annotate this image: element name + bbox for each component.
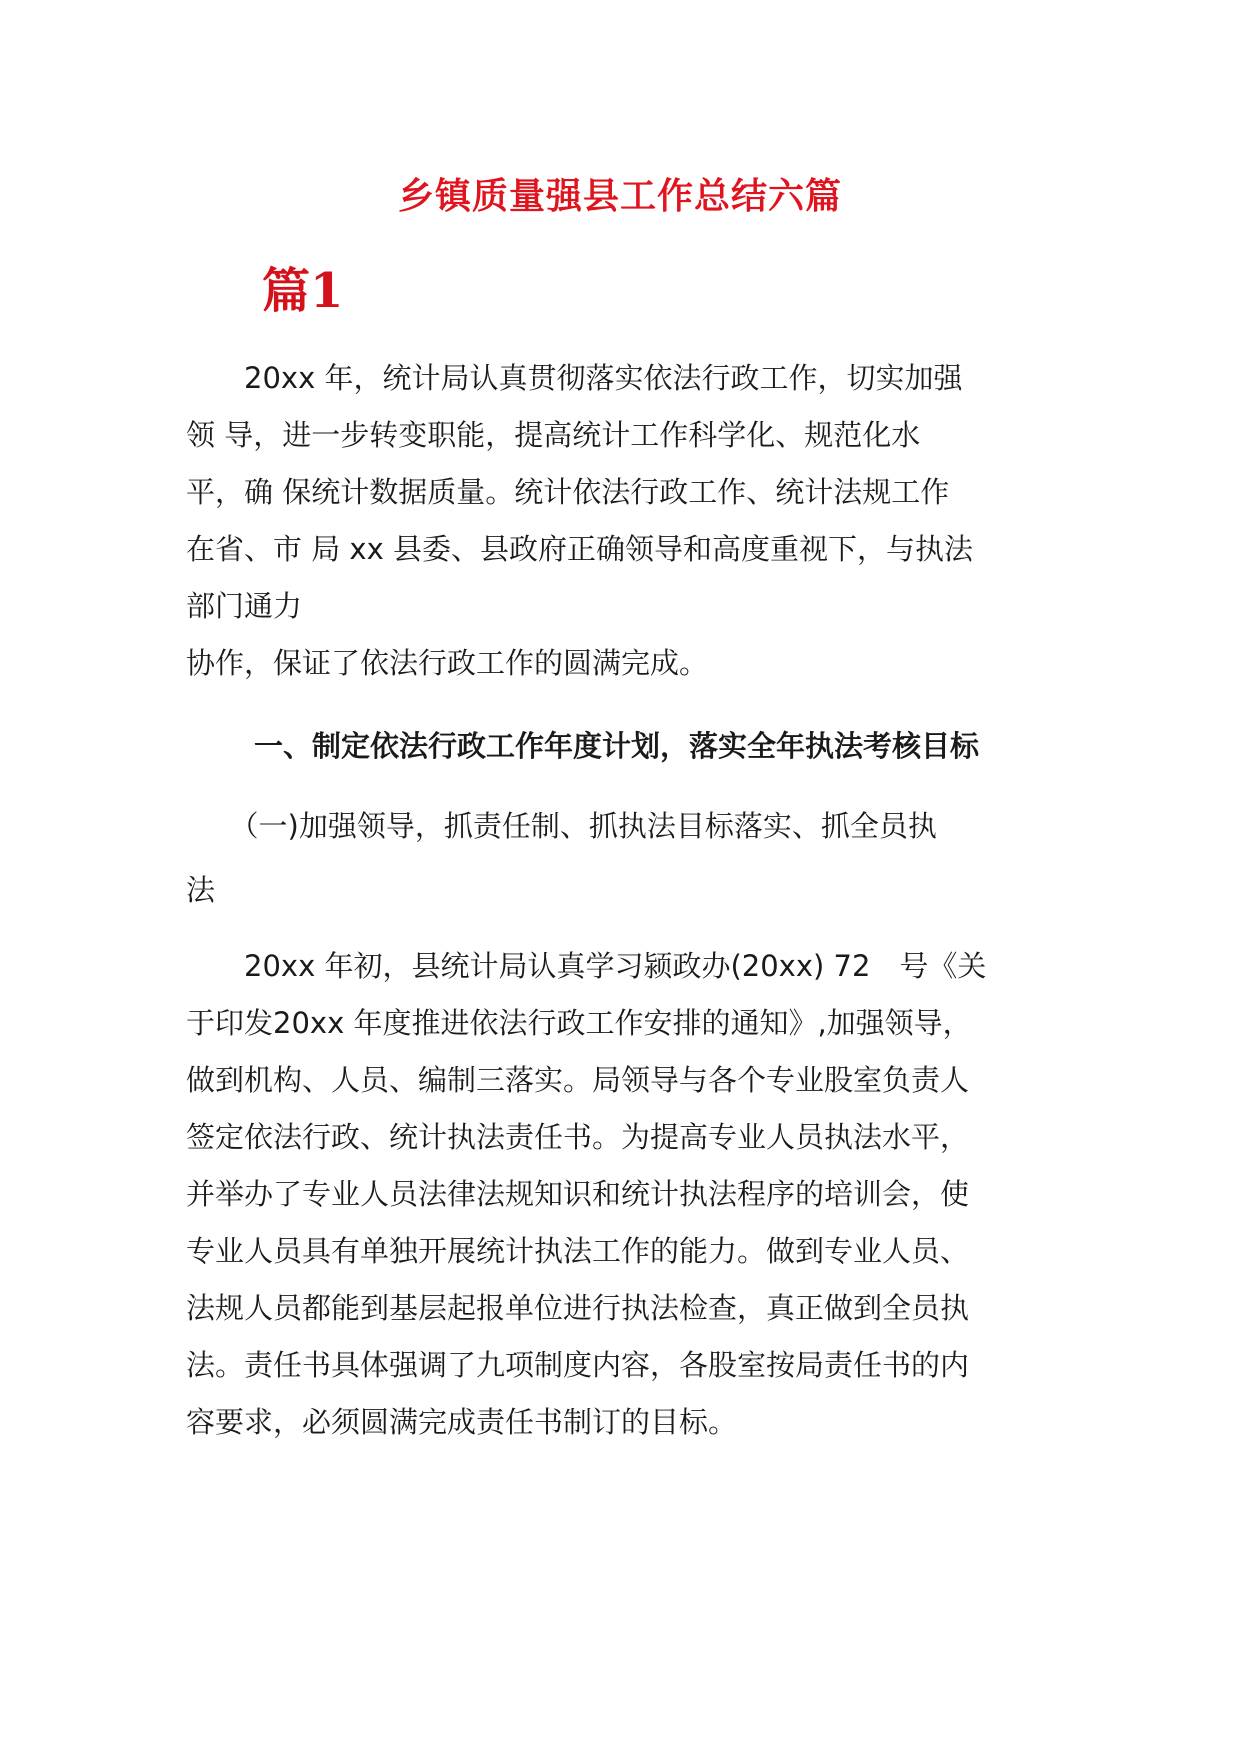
text-line: 法 [186,873,216,907]
text-line: 做到机构、人员、编制三落实。局领导与各个专业股室负责人 [186,1063,970,1097]
text-line: （一)加强领导，抓责任制、抓执法目标落实、抓全员执 [186,809,937,843]
text-line: 法。责任书具体强调了九项制度内容，各股室按局责任书的内 [186,1348,970,1382]
text-line: 20xx 年初，县统计局认真学习颍政办(20xx) 72 号《关 [186,949,987,983]
text-line: 平，确 保统计数据质量。统计依法行政工作、统计法规工作 [186,475,950,509]
text-line: 于印发20xx 年度推进依法行政工作安排的通知》,加强领导， [186,1006,972,1040]
heading-1: 一、制定依法行政工作年度计划，落实全年执法考核目标 [254,729,980,763]
text-line: 容要求，必须圆满完成责任书制订的目标。 [186,1405,738,1439]
text-line: 签定依法行政、统计执法责任书。为提高专业人员执法水平， [186,1120,970,1154]
text-line: 并举办了专业人员法律法规知识和统计执法程序的培训会，使 [186,1177,970,1211]
text-line: 20xx 年，统计局认真贯彻落实依法行政工作，切实加强 [186,361,963,395]
text-line: 部门通力 [186,589,303,623]
section-title: 篇1 [262,263,344,319]
text-line: 专业人员具有单独开展统计执法工作的能力。做到专业人员、 [186,1234,970,1268]
text-line: 协作，保证了依法行政工作的圆满完成。 [186,646,709,680]
text-line: 领 导，进一步转变职能，提高统计工作科学化、规范化水 [186,418,921,452]
text-line: 法规人员都能到基层起报单位进行执法检查，真正做到全员执 [186,1291,970,1325]
intro-paragraph [186,350,1066,692]
text-line: 在省、市 局 xx 县委、县政府正确领导和高度重视下，与执法 [186,532,973,566]
document-title: 乡镇质量强县工作总结六篇 [397,175,842,217]
sub-heading [186,794,1066,922]
body-paragraph [186,938,1066,1451]
